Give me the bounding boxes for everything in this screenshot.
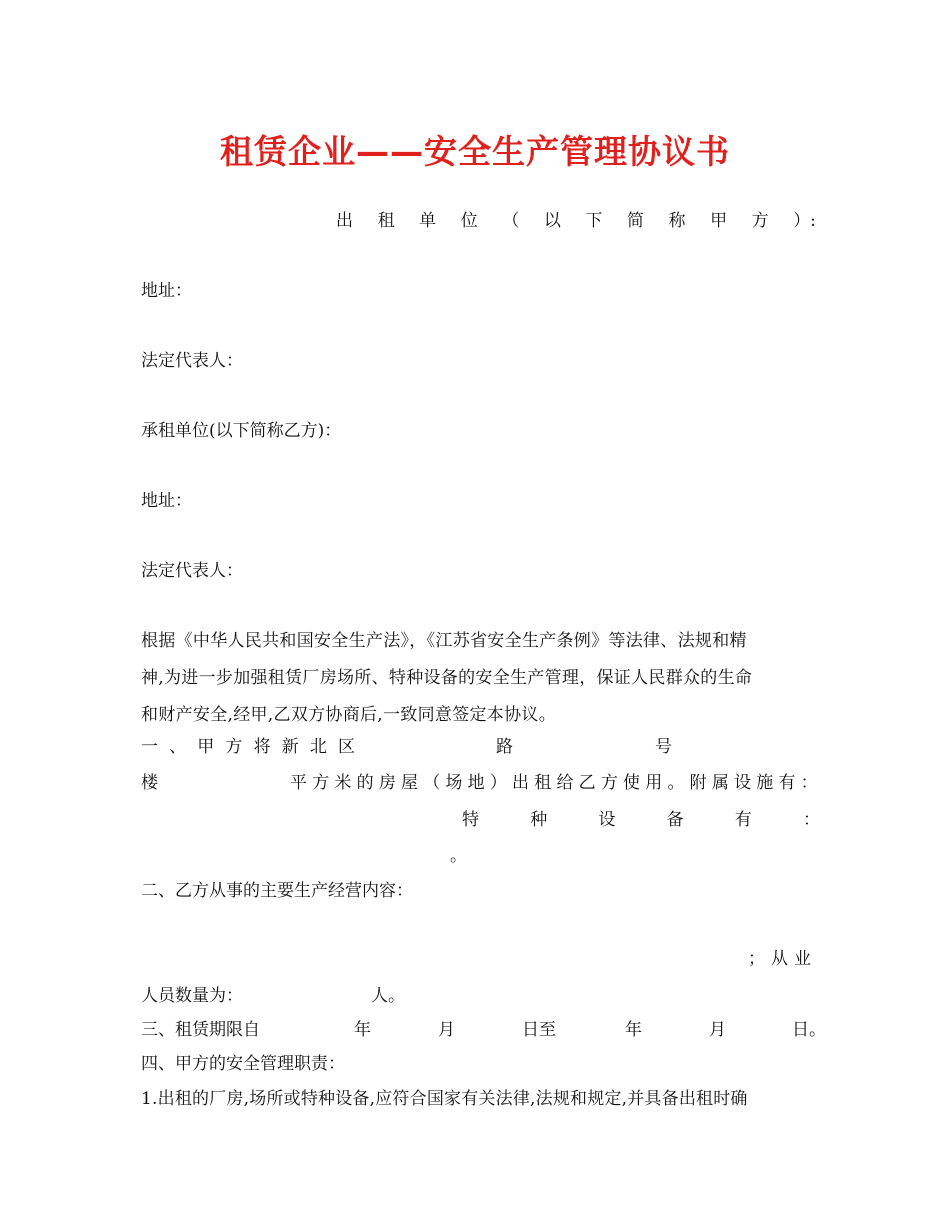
preamble-line-3: 和财产安全,经甲,乙双方协商后,一致同意签定本协议。: [141, 705, 557, 725]
lessor-label-char: 租: [377, 211, 395, 231]
clause1-equipment-char: 备: [666, 810, 684, 830]
lessor-label-char: （: [502, 211, 520, 231]
clause1-intro-char: 方: [225, 737, 243, 757]
clause3-day-end: 日。: [792, 1020, 826, 1040]
lessor-label-char: 单: [419, 211, 437, 231]
clause2-staff-label: 人员数量为：: [141, 986, 243, 1006]
clause1-end-mark: 。: [450, 846, 467, 866]
clause1-area-char: 属: [711, 773, 729, 793]
clause1-equipment-char: ：: [802, 810, 820, 830]
clause1-area-char: （: [423, 773, 441, 793]
preamble-line-2: 神,为进一步加强租赁厂房场所、特种设备的安全生产管理，保证人民群众的生命: [141, 668, 753, 688]
clause1-area-char: 场: [445, 773, 463, 793]
clause1-intro-char: 区: [337, 737, 355, 757]
clause1-area-char: 乙: [578, 773, 596, 793]
lessor-label-char: 位: [460, 211, 478, 231]
clause1-area-char: 。: [667, 773, 685, 793]
clause1-number: 号: [655, 737, 672, 757]
lessor-label-char: 简: [626, 211, 644, 231]
clause1-road: 路: [496, 737, 513, 757]
lessor-label-char: 以: [543, 211, 561, 231]
clause1-area-text: [290, 772, 818, 794]
clause3-year-start: 年: [354, 1020, 371, 1040]
clause1-area-char: 方: [600, 773, 618, 793]
clause1-area-char: 租: [534, 773, 552, 793]
clause1-area-char: 使: [623, 773, 641, 793]
lessor-label-char: 甲: [710, 211, 728, 231]
clause1-intro-char: 将: [253, 737, 271, 757]
clause3-year-end: 年: [625, 1020, 642, 1040]
lessor-label-char: 出: [336, 211, 353, 231]
clause1-area-char: 设: [734, 773, 752, 793]
clause3-label: 三、租赁期限自: [141, 1020, 260, 1040]
clause1-area-char: 有: [778, 773, 796, 793]
clause1-area-char: 用: [645, 773, 663, 793]
lessor-address-label: 地址：: [141, 281, 192, 301]
lessee-address-label: 地址：: [141, 491, 192, 511]
clause1-area-char: 屋: [401, 773, 419, 793]
lessee-label: 承租单位(以下简称乙方)：: [141, 421, 342, 441]
clause1-equipment-char: 设: [598, 810, 616, 830]
clause3-month-end: 月: [709, 1020, 726, 1040]
clause1-intro-char: 一: [141, 737, 158, 757]
lessor-representative-label: 法定代表人：: [141, 351, 243, 371]
clause4-item-1: 1.出租的厂房,场所或特种设备,应符合国家有关法律,法规和规定,并具备出租时确: [141, 1089, 748, 1109]
clause1-building: 楼: [141, 773, 158, 793]
clause2-tail: [748, 948, 811, 970]
clause1-intro: [141, 736, 355, 758]
clause1-area-char: ）: [489, 773, 507, 793]
clause1-area-char: 地: [467, 773, 485, 793]
clause2-tail-char: ；: [748, 949, 765, 969]
lessor-label-char: 下: [585, 211, 603, 231]
lessor-label: [336, 210, 816, 232]
clause1-area-char: 施: [756, 773, 774, 793]
document-title: 租赁企业——安全生产管理协议书: [220, 132, 730, 171]
clause1-area-char: 出: [512, 773, 530, 793]
clause1-area-char: 房: [378, 773, 396, 793]
clause1-area-char: 米: [334, 773, 352, 793]
clause2-label: 二、乙方从事的主要生产经营内容：: [141, 881, 413, 901]
clause2-staff-unit: 人。: [371, 986, 405, 1006]
clause1-intro-char: 北: [309, 737, 327, 757]
clause1-special-equipment: [462, 809, 820, 831]
clause1-area-char: ：: [800, 773, 818, 793]
clause1-intro-char: 、: [169, 737, 187, 757]
clause1-intro-char: 甲: [197, 737, 215, 757]
clause1-area-char: 方: [312, 773, 330, 793]
lessor-label-char: 方: [751, 211, 769, 231]
clause1-equipment-char: 特: [462, 810, 479, 830]
clause2-tail-char: 从: [771, 949, 788, 969]
clause1-intro-char: 新: [281, 737, 299, 757]
lessor-label-char: ）:: [793, 211, 816, 231]
preamble-line-1: 根据《中华人民共和国安全生产法》，《江苏省安全生产条例》等法律、法规和精: [141, 631, 747, 651]
clause3-day-to: 日至: [522, 1020, 556, 1040]
lessor-label-char: 称: [668, 211, 686, 231]
clause1-area-char: 给: [556, 773, 574, 793]
clause1-area-char: 平: [290, 773, 307, 793]
clause1-equipment-char: 种: [530, 810, 548, 830]
clause1-area-char: 附: [689, 773, 707, 793]
clause1-equipment-char: 有: [734, 810, 752, 830]
clause2-tail-char: 业: [794, 949, 811, 969]
clause4-label: 四、甲方的安全管理职责：: [141, 1054, 345, 1074]
lessee-representative-label: 法定代表人：: [141, 561, 243, 581]
clause3-month-start: 月: [438, 1020, 455, 1040]
clause1-area-char: 的: [356, 773, 374, 793]
